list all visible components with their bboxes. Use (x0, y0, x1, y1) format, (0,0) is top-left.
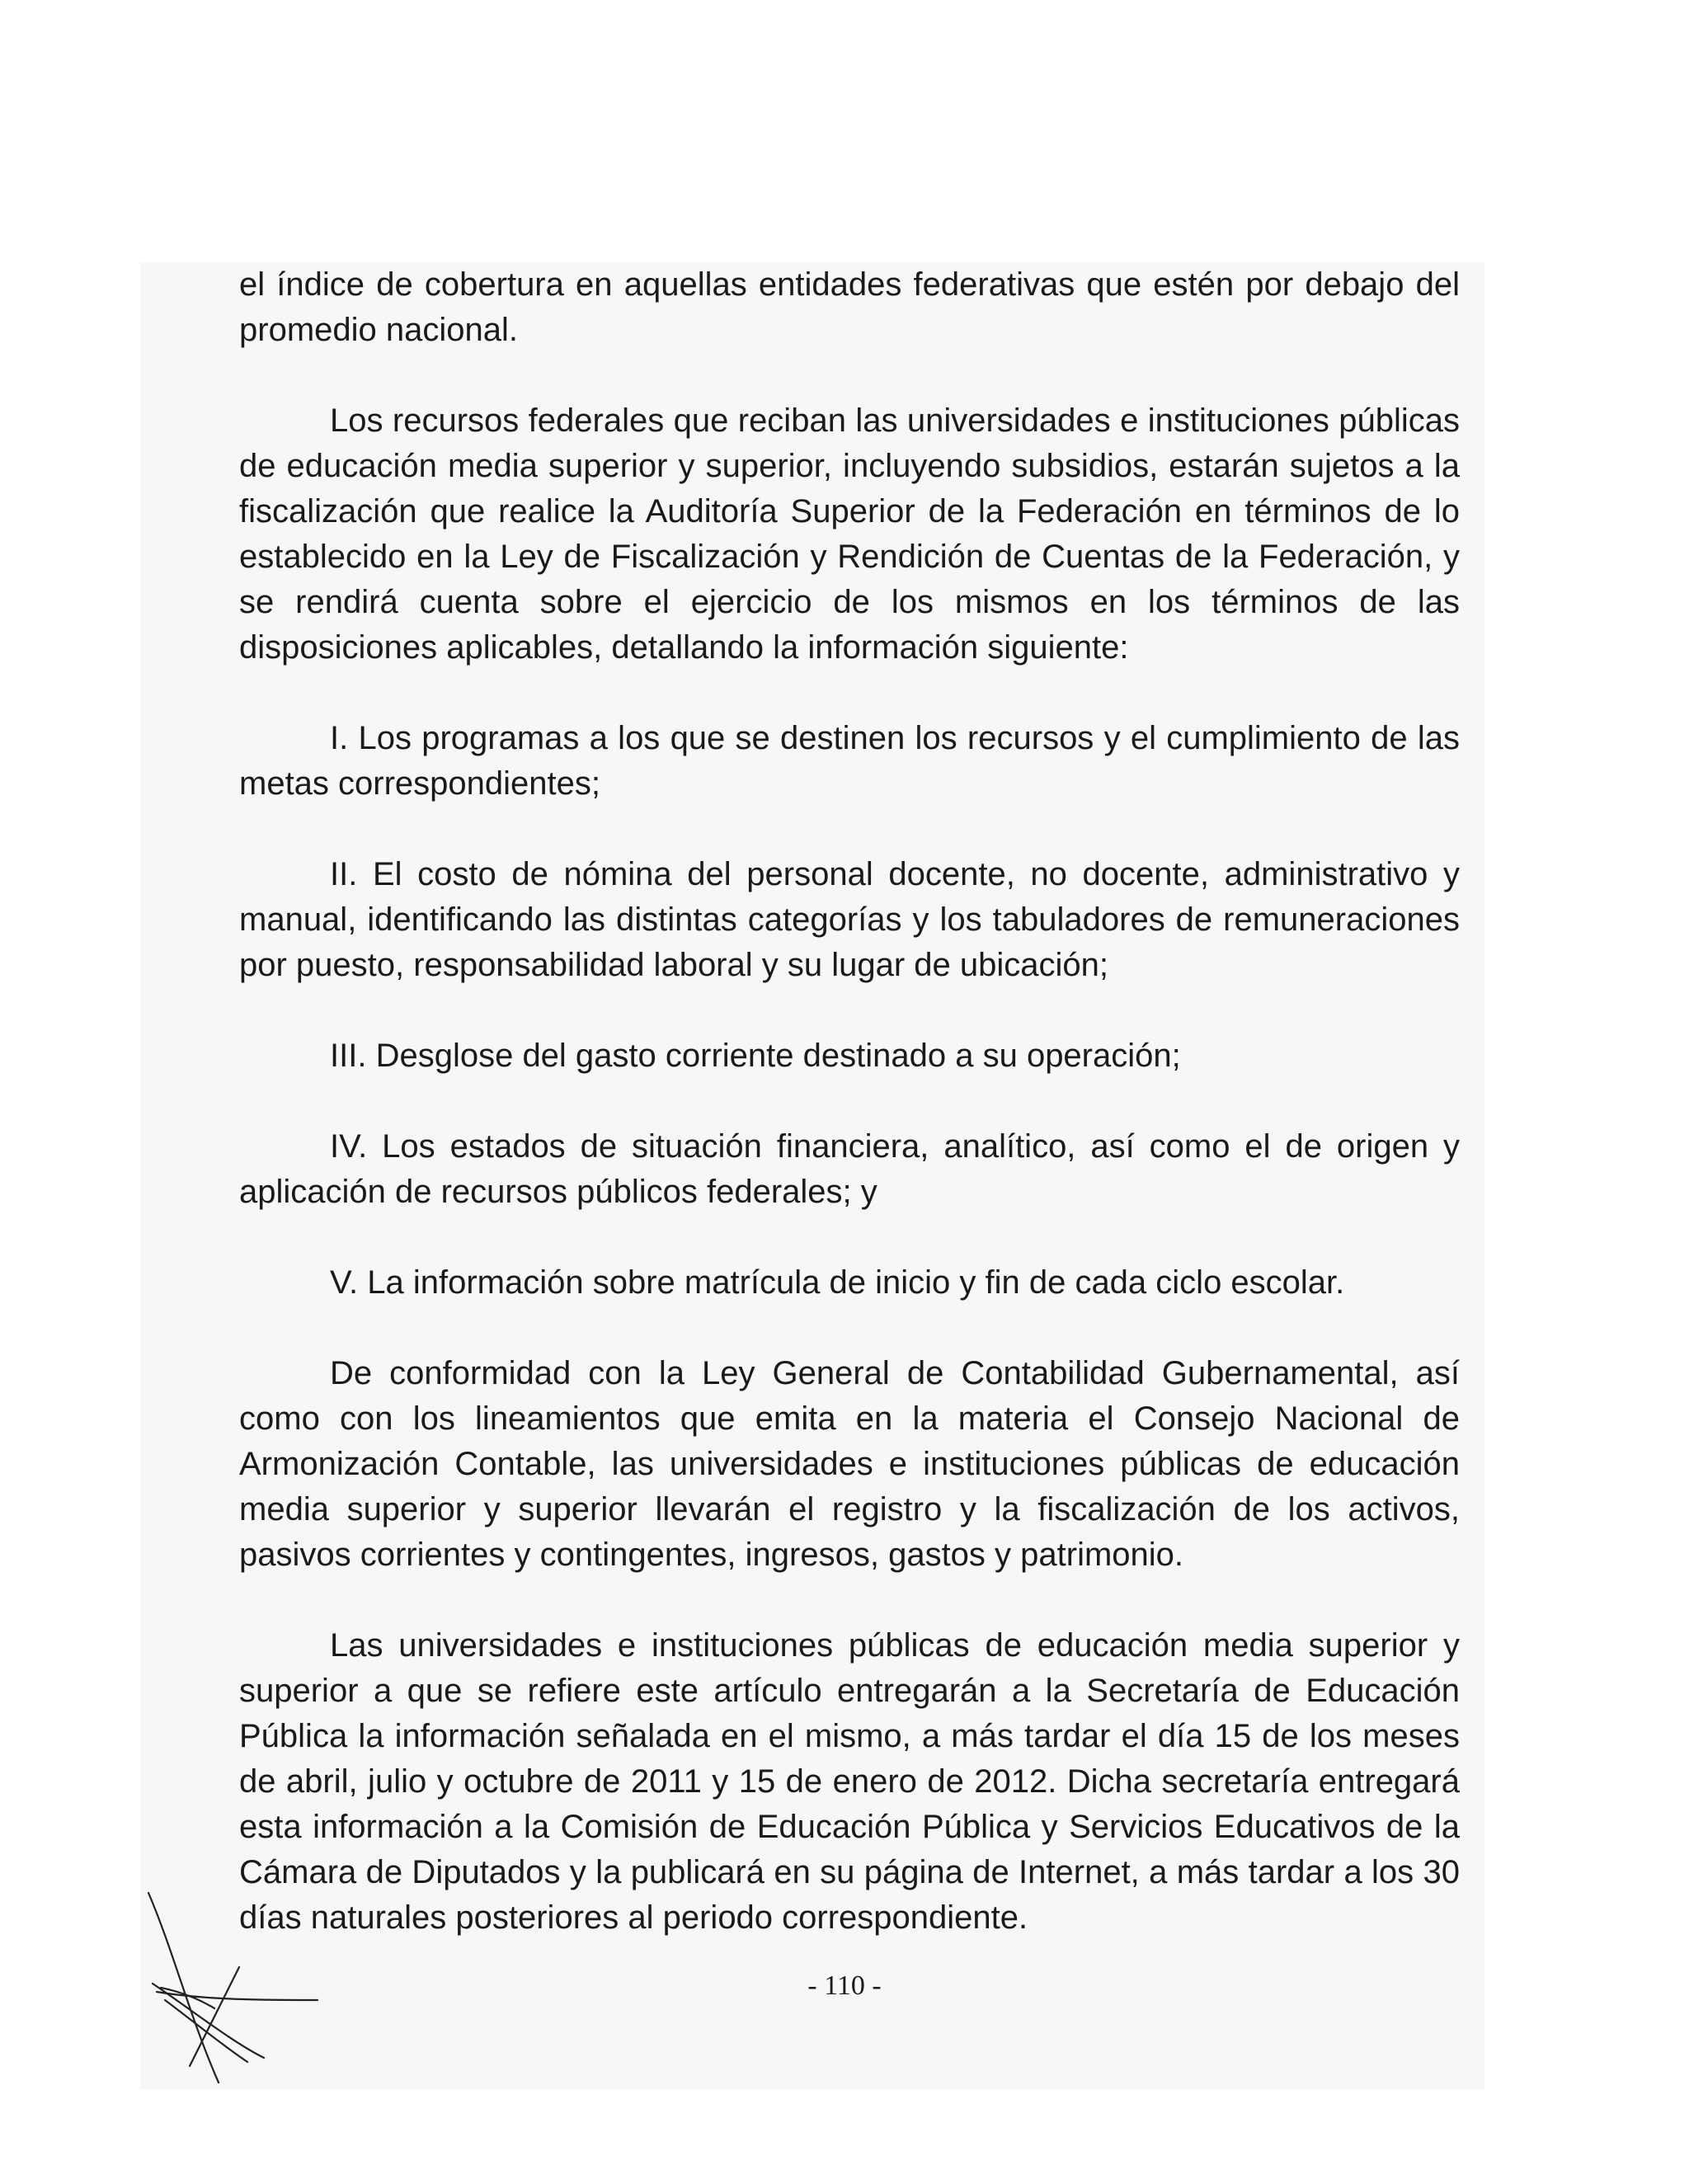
paragraph-reporting-deadlines: Las universidades e instituciones públicas de educación media superior y superior a que se refiere este artículo entregarán a la Secretaría de Educación Pública la información señalada en el mismo, a más tardar el día 15 de los meses de abril, julio y octubre de 2011 y 15 de enero de 2012. Dicha secretaría entregará esta información a la Comisión de Educación Pública y Servicios Educativos de la Cámara de Diputados y la publicará en su página de Internet, a más tardar a los 30 días naturales posteriores al periodo correspondiente. (239, 1627, 1460, 1936)
document-body (239, 262, 1460, 1986)
page-number: - 110 - (807, 1970, 882, 2001)
paragraph-continuation: el índice de cobertura en aquellas entidades federativas que estén por debajo del promedio nacional. (239, 266, 1460, 348)
list-item-i: I. Los programas a los que se destinen los recursos y el cumplimiento de las metas correspondientes; (239, 720, 1460, 802)
list-item-iii: III. Desglose del gasto corriente destinado a su operación; (330, 1038, 1181, 1074)
paragraph-federal-resources: Los recursos federales que reciban las universidades e instituciones públicas de educación media superior y superior, incluyendo subsidios, estarán sujetos a la fiscalización que realice la Auditoría Superior de la Federación en términos de lo establecido en la Ley de Fiscalización y Rendición de Cuentas de la Federación, y se rendirá cuenta sobre el ejercicio de los mismos en los términos de las disposiciones aplicables, detallando la información siguiente: (239, 402, 1460, 666)
list-item-v: V. La información sobre matrícula de inicio y fin de cada ciclo escolar. (330, 1264, 1345, 1301)
paragraph-accounting-law: De conformidad con la Ley General de Contabilidad Gubernamental, así como con los lineamientos que emita en la materia el Consejo Nacional de Armonización Contable, las universidades e instituciones públicas de educación media superior y superior llevarán el registro y la fiscalización de los activos, pasivos corrientes y contingentes, ingresos, gastos y patrimonio. (239, 1355, 1460, 1573)
list-item-ii: II. El costo de nómina del personal docente, no docente, administrativo y manual, identificando las distintas categorías y los tabuladores de remuneraciones por puesto, responsabilidad laboral y su lugar de ubicación; (239, 856, 1460, 983)
list-item-iv: IV. Los estados de situación financiera, analítico, así como el de origen y aplicación de recursos públicos federales; y (239, 1128, 1460, 1210)
